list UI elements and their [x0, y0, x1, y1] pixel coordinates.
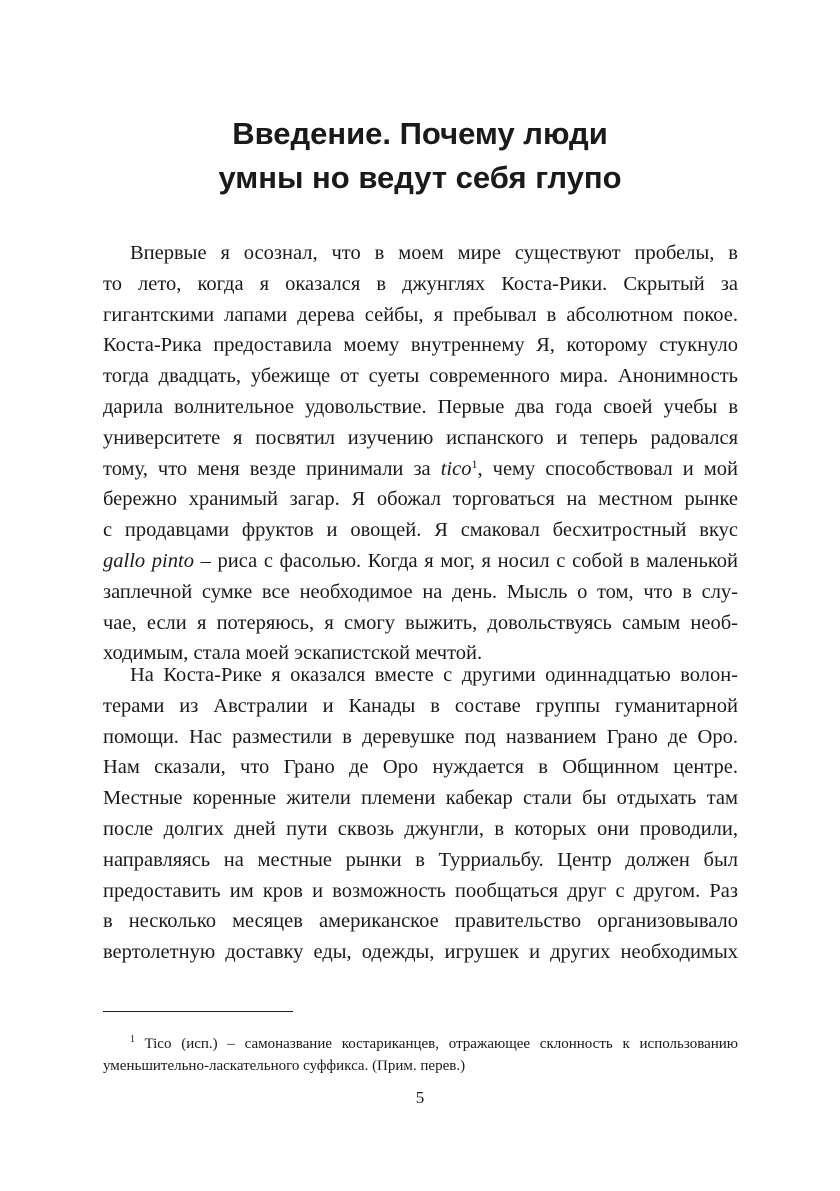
- text-line: направляясь на местные рынки в Турриальбу. Центр должен был: [103, 848, 738, 871]
- paragraph-2: [103, 660, 738, 968]
- text-line: терами из Австралии и Канады в составе группы гуманитарной: [103, 694, 738, 717]
- text-line: тогда двадцать, убежище от суеты современного мира. Анонимность: [103, 365, 738, 388]
- text-line: то лето, когда я оказался в джунглях Коста-Рики. Скрытый за: [103, 272, 738, 295]
- footnote-text: Tico (исп.) – самоназвание костариканцев, отражающее склонность к использованию: [135, 1036, 738, 1052]
- text-line: ходимым, стала моей эскапистской мечтой.: [103, 642, 483, 665]
- text-line: предоставить им кров и возможность пообщаться друг с другом. Раз: [103, 879, 738, 902]
- footnote-line-2: уменьшительно-ласкательного суффикса. (Прим. перев.): [103, 1058, 466, 1074]
- footnote-line-1: [103, 1033, 738, 1055]
- text-line: гигантскими лапами дерева сейбы, я пребывал в абсолютном покое.: [103, 303, 738, 326]
- footnote: [103, 1033, 738, 1077]
- italic-term-tico: tico: [440, 457, 472, 480]
- text-line: Местные коренные жители племени кабекар стали бы отдыхать там: [103, 787, 738, 810]
- text-line: с продавцами фруктов и овощей. Я смаковал бесхитростный вкус: [103, 519, 738, 542]
- text-line: чае, если я потеряюсь, я смогу выжить, довольствуясь самым необ-: [103, 611, 738, 634]
- text-line: заплечной сумке все необходимое на день. Мысль о том, что в слу-: [103, 580, 738, 603]
- chapter-title: [0, 112, 840, 200]
- paragraph-1: [103, 238, 738, 669]
- text-line: помощи. Нас разместили в деревушке под названием Грано де Оро.: [103, 725, 738, 748]
- text-line: Нам сказали, что Грано де Оро нуждается в Общинном центре.: [103, 756, 738, 779]
- footnote-marker: 1: [130, 1034, 135, 1045]
- text-line: Впервые я осознал, что в моем мире существуют пробелы, в: [130, 242, 738, 264]
- text-line: Коста-Рика предоставила моему внутреннему Я, которому стукнуло: [103, 334, 738, 357]
- chapter-title-line-2: умны но ведут себя глупо: [218, 160, 622, 195]
- text-line: вертолетную доставку еды, одежды, игрушек и других необходимых: [103, 941, 738, 964]
- text-segment: тому, что меня везде принимали за: [103, 457, 441, 480]
- page-number: 5: [415, 1088, 425, 1107]
- text-line: после долгих дней пути сквозь джунгли, в которых они проводили,: [103, 817, 738, 840]
- text-line: дарила волнительное удовольствие. Первые два года своей учебы в: [103, 395, 738, 418]
- text-segment: – риса с фасолью. Когда я мог, я носил с собой в маленькой: [193, 549, 738, 572]
- text-line-with-footnote: [103, 454, 738, 485]
- footnote-reference[interactable]: 1: [471, 456, 478, 471]
- text-line-with-italic: [103, 546, 738, 577]
- footnote-separator: [103, 1011, 293, 1012]
- italic-term-gallo-pinto: gallo pinto: [103, 549, 194, 572]
- text-segment: , чему способствовал и мой: [477, 457, 738, 480]
- text-line: На Коста-Рике я оказался вместе с другими одиннадцатью волон-: [130, 664, 738, 686]
- text-line: бережно хранимый загар. Я обожал торговаться на местном рынке: [103, 488, 738, 511]
- text-line: в несколько месяцев американское правительство организовывало: [103, 910, 738, 933]
- text-line: университете я посвятил изучению испанского и теперь радовался: [103, 426, 738, 449]
- chapter-title-line-1: Введение. Почему люди: [232, 116, 608, 151]
